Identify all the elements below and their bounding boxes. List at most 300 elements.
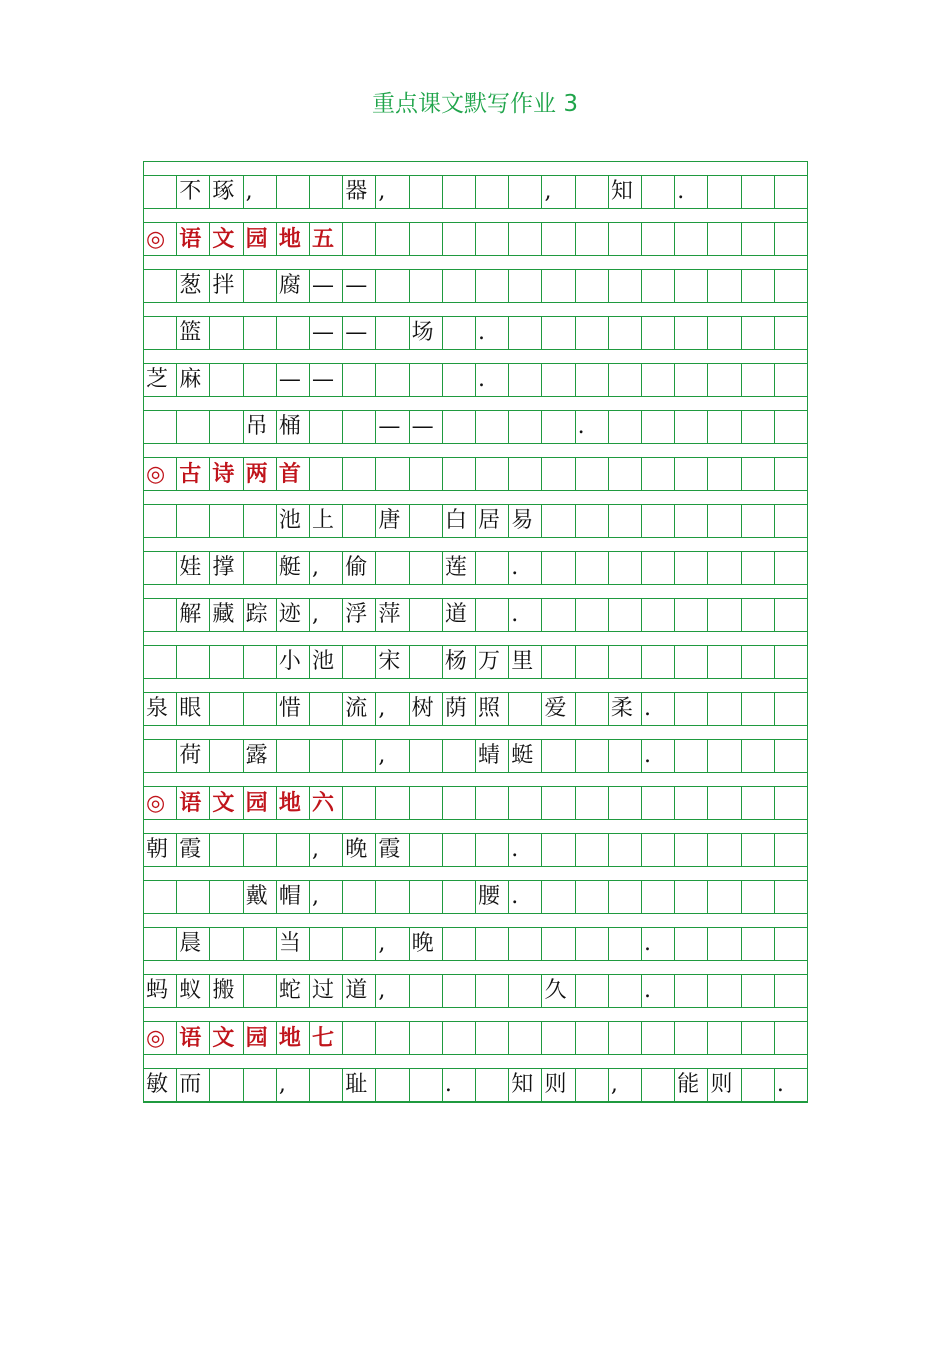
grid-cell: 诗	[210, 458, 243, 490]
row-spacer	[144, 679, 807, 693]
blank-grid-cell	[609, 223, 642, 255]
blank-grid-cell	[177, 646, 210, 678]
blank-grid-cell	[310, 928, 343, 960]
grid-cell: 泉	[144, 693, 177, 725]
grid-cell: 语	[177, 787, 210, 819]
blank-grid-cell	[476, 1022, 509, 1054]
blank-grid-cell	[775, 176, 807, 208]
grid-cell: 蜻	[476, 740, 509, 772]
grid-cell: 戴	[244, 881, 277, 913]
blank-grid-cell	[742, 1022, 775, 1054]
grid-cell: 麻	[177, 364, 210, 396]
grid-cell: 荷	[177, 740, 210, 772]
grid-cell: 两	[244, 458, 277, 490]
blank-grid-cell	[708, 411, 741, 443]
grid-cell: 七	[310, 1022, 343, 1054]
blank-grid-cell	[443, 928, 476, 960]
blank-grid-cell	[210, 928, 243, 960]
grid-cell: 拌	[210, 270, 243, 302]
blank-grid-cell	[742, 458, 775, 490]
blank-grid-cell	[476, 458, 509, 490]
grid-cell: 艇	[277, 552, 310, 584]
blank-grid-cell	[742, 270, 775, 302]
blank-grid-cell	[410, 552, 443, 584]
blank-grid-cell	[742, 364, 775, 396]
blank-grid-cell	[775, 740, 807, 772]
grid-cell: 道	[343, 975, 376, 1007]
grid-cell: 文	[210, 223, 243, 255]
blank-grid-cell	[410, 270, 443, 302]
grid-cell: 而	[177, 1069, 210, 1101]
grid-cell: 道	[443, 599, 476, 631]
grid-cell: 霞	[177, 834, 210, 866]
blank-grid-cell	[244, 693, 277, 725]
writing-row	[144, 552, 807, 585]
blank-grid-cell	[576, 505, 609, 537]
blank-grid-cell	[410, 646, 443, 678]
grid-cell: 当	[277, 928, 310, 960]
blank-grid-cell	[609, 411, 642, 443]
blank-grid-cell	[542, 505, 575, 537]
row-spacer	[144, 256, 807, 270]
blank-grid-cell	[675, 787, 708, 819]
grid-cell: ,	[244, 176, 277, 208]
blank-grid-cell	[576, 458, 609, 490]
grid-cell: 蚁	[177, 975, 210, 1007]
blank-grid-cell	[609, 599, 642, 631]
grid-cell: 能	[675, 1069, 708, 1101]
grid-cell: 唐	[376, 505, 409, 537]
writing-row	[144, 317, 807, 350]
blank-grid-cell	[708, 223, 741, 255]
grid-cell: —	[310, 317, 343, 349]
row-spacer	[144, 303, 807, 317]
blank-grid-cell	[642, 1022, 675, 1054]
grid-cell: 白	[443, 505, 476, 537]
blank-grid-cell	[708, 270, 741, 302]
blank-grid-cell	[210, 364, 243, 396]
blank-grid-cell	[410, 975, 443, 1007]
grid-cell: 晚	[410, 928, 443, 960]
grid-cell: 莲	[443, 552, 476, 584]
section-heading-row	[144, 458, 807, 491]
blank-grid-cell	[210, 505, 243, 537]
blank-grid-cell	[509, 317, 542, 349]
grid-cell: ,	[376, 740, 409, 772]
writing-row	[144, 834, 807, 867]
grid-cell: ,	[277, 1069, 310, 1101]
writing-grid	[143, 161, 808, 1103]
writing-row	[144, 975, 807, 1008]
blank-grid-cell	[376, 364, 409, 396]
blank-grid-cell	[542, 223, 575, 255]
blank-grid-cell	[410, 505, 443, 537]
grid-cell: .	[776, 1072, 784, 1097]
grid-cell: 惜	[277, 693, 310, 725]
grid-cell: 流	[343, 693, 376, 725]
grid-cell: 蛇	[277, 975, 310, 1007]
blank-grid-cell	[476, 599, 509, 631]
section-heading-row	[144, 223, 807, 256]
row-spacer	[144, 1008, 807, 1022]
writing-row	[144, 693, 807, 726]
blank-grid-cell	[144, 928, 177, 960]
blank-grid-cell	[642, 458, 675, 490]
row-spacer	[144, 162, 807, 176]
blank-grid-cell	[177, 881, 210, 913]
blank-grid-cell	[742, 599, 775, 631]
blank-grid-cell	[675, 599, 708, 631]
grid-cell: 帽	[277, 881, 310, 913]
blank-grid-cell	[775, 317, 807, 349]
grid-cell: .	[509, 881, 542, 913]
blank-grid-cell	[410, 834, 443, 866]
blank-grid-cell	[410, 458, 443, 490]
blank-grid-cell	[742, 1069, 775, 1101]
blank-grid-cell	[642, 834, 675, 866]
blank-grid-cell	[542, 740, 575, 772]
blank-grid-cell	[410, 599, 443, 631]
grid-cell: 过	[310, 975, 343, 1007]
blank-grid-cell	[708, 834, 741, 866]
writing-row	[144, 599, 807, 632]
blank-grid-cell	[775, 881, 807, 913]
writing-row	[144, 270, 807, 303]
row-spacer	[144, 1102, 807, 1103]
blank-grid-cell	[742, 411, 775, 443]
grid-cell: .	[476, 364, 509, 396]
grid-cell: 文	[210, 1022, 243, 1054]
blank-grid-cell	[310, 740, 343, 772]
blank-grid-cell	[144, 411, 177, 443]
blank-grid-cell	[642, 646, 675, 678]
blank-grid-cell	[244, 364, 277, 396]
blank-grid-cell	[542, 646, 575, 678]
grid-cell: 文	[210, 787, 243, 819]
blank-grid-cell	[742, 552, 775, 584]
blank-grid-cell	[675, 458, 708, 490]
blank-grid-cell	[609, 928, 642, 960]
grid-cell: 爱	[542, 693, 575, 725]
blank-grid-cell	[576, 975, 609, 1007]
blank-grid-cell	[277, 834, 310, 866]
grid-cell: ,	[376, 928, 409, 960]
blank-grid-cell	[310, 693, 343, 725]
blank-grid-cell	[609, 881, 642, 913]
grid-cell: .	[642, 693, 675, 725]
grid-cell: 上	[310, 505, 343, 537]
blank-grid-cell	[708, 552, 741, 584]
grid-cell: ,	[376, 176, 409, 208]
blank-grid-cell	[210, 693, 243, 725]
grid-cell: 吊	[244, 411, 277, 443]
blank-grid-cell	[509, 270, 542, 302]
row-spacer	[144, 491, 807, 505]
grid-cell: .	[642, 740, 675, 772]
blank-grid-cell	[742, 176, 775, 208]
blank-grid-cell	[642, 599, 675, 631]
blank-grid-cell	[775, 928, 807, 960]
blank-grid-cell	[775, 552, 807, 584]
grid-cell: ◎	[144, 1022, 177, 1054]
blank-grid-cell	[708, 928, 741, 960]
blank-grid-cell	[410, 364, 443, 396]
blank-grid-cell	[443, 458, 476, 490]
grid-cell: —	[376, 411, 409, 443]
blank-grid-cell	[742, 223, 775, 255]
blank-grid-cell	[542, 881, 575, 913]
blank-grid-cell	[642, 1069, 675, 1101]
blank-grid-cell	[310, 411, 343, 443]
blank-grid-cell	[376, 1022, 409, 1054]
section-heading-row	[144, 787, 807, 820]
blank-grid-cell	[376, 223, 409, 255]
blank-grid-cell	[376, 317, 409, 349]
grid-cell: 器	[343, 176, 376, 208]
blank-grid-cell	[675, 317, 708, 349]
blank-grid-cell	[244, 928, 277, 960]
blank-grid-cell	[443, 1022, 476, 1054]
blank-grid-cell	[244, 317, 277, 349]
blank-grid-cell	[476, 411, 509, 443]
grid-cell: —	[310, 364, 343, 396]
blank-grid-cell	[410, 1022, 443, 1054]
grid-cell: 荫	[443, 693, 476, 725]
blank-grid-cell	[343, 881, 376, 913]
grid-cell: 解	[177, 599, 210, 631]
blank-grid-cell	[775, 646, 807, 678]
grid-cell: —	[310, 270, 343, 302]
grid-cell: 耻	[343, 1069, 376, 1101]
blank-grid-cell	[576, 317, 609, 349]
blank-grid-cell	[742, 505, 775, 537]
blank-grid-cell	[708, 364, 741, 396]
blank-grid-cell	[675, 364, 708, 396]
blank-grid-cell	[542, 599, 575, 631]
grid-cell: —	[343, 270, 376, 302]
grid-cell: 晚	[343, 834, 376, 866]
blank-grid-cell	[609, 646, 642, 678]
blank-grid-cell	[609, 975, 642, 1007]
blank-grid-cell	[343, 223, 376, 255]
grid-cell: ,	[310, 834, 343, 866]
blank-grid-cell	[775, 458, 807, 490]
blank-grid-cell	[675, 411, 708, 443]
blank-grid-cell	[675, 505, 708, 537]
blank-grid-cell	[476, 928, 509, 960]
writing-row	[144, 176, 807, 209]
blank-grid-cell	[742, 787, 775, 819]
blank-grid-cell	[177, 505, 210, 537]
row-spacer	[144, 867, 807, 881]
grid-cell: 易	[509, 505, 542, 537]
grid-cell: .	[509, 552, 542, 584]
grid-cell: 娃	[177, 552, 210, 584]
blank-grid-cell	[144, 505, 177, 537]
blank-grid-cell	[310, 176, 343, 208]
blank-grid-cell	[509, 223, 542, 255]
blank-grid-cell	[443, 881, 476, 913]
grid-cell: 眼	[177, 693, 210, 725]
blank-grid-cell	[542, 364, 575, 396]
grid-cell: 撑	[210, 552, 243, 584]
blank-grid-cell	[542, 928, 575, 960]
blank-grid-cell	[144, 740, 177, 772]
blank-grid-cell	[443, 176, 476, 208]
grid-cell: 树	[410, 693, 443, 725]
blank-grid-cell	[775, 599, 807, 631]
blank-grid-cell	[576, 552, 609, 584]
grid-cell: 居	[476, 505, 509, 537]
blank-grid-cell	[310, 1069, 343, 1101]
blank-grid-cell	[609, 552, 642, 584]
blank-grid-cell	[609, 1022, 642, 1054]
grid-cell: 里	[509, 646, 542, 678]
grid-cell: —	[410, 411, 443, 443]
grid-cell: 踪	[244, 599, 277, 631]
blank-grid-cell	[376, 1069, 409, 1101]
blank-grid-cell	[675, 552, 708, 584]
blank-grid-cell	[708, 176, 741, 208]
blank-grid-cell	[642, 787, 675, 819]
grid-cell: .	[576, 411, 609, 443]
blank-grid-cell	[376, 552, 409, 584]
grid-cell: 腐	[277, 270, 310, 302]
writing-row	[144, 881, 807, 914]
blank-grid-cell	[775, 1022, 807, 1054]
grid-cell: 芝	[144, 364, 177, 396]
blank-grid-cell	[642, 505, 675, 537]
blank-grid-cell	[576, 646, 609, 678]
grid-cell: 敏	[144, 1069, 177, 1101]
writing-row	[144, 505, 807, 538]
blank-grid-cell	[708, 740, 741, 772]
writing-row	[144, 740, 807, 773]
grid-cell: 萍	[376, 599, 409, 631]
blank-grid-cell	[244, 552, 277, 584]
blank-grid-cell	[642, 176, 675, 208]
blank-grid-cell	[609, 364, 642, 396]
grid-cell: 偷	[343, 552, 376, 584]
row-spacer	[144, 773, 807, 787]
blank-grid-cell	[244, 270, 277, 302]
grid-cell: 篮	[177, 317, 210, 349]
grid-cell: 宋	[376, 646, 409, 678]
blank-grid-cell	[642, 411, 675, 443]
blank-grid-cell	[509, 458, 542, 490]
blank-grid-cell	[742, 693, 775, 725]
blank-grid-cell	[310, 458, 343, 490]
grid-cell: 地	[277, 787, 310, 819]
grid-cell: 池	[277, 505, 310, 537]
blank-grid-cell	[576, 834, 609, 866]
blank-grid-cell	[476, 223, 509, 255]
blank-grid-cell	[576, 928, 609, 960]
grid-cell: 搬	[210, 975, 243, 1007]
row-spacer	[144, 585, 807, 599]
grid-cell: 柔	[609, 693, 642, 725]
row-spacer	[144, 397, 807, 411]
blank-grid-cell	[443, 223, 476, 255]
blank-grid-cell	[210, 411, 243, 443]
blank-grid-cell	[376, 270, 409, 302]
grid-cell: .	[443, 1069, 476, 1101]
blank-grid-cell	[210, 1069, 243, 1101]
grid-cell: .	[675, 176, 708, 208]
blank-grid-cell	[376, 787, 409, 819]
grid-cell: 蜓	[509, 740, 542, 772]
blank-grid-cell	[576, 740, 609, 772]
blank-grid-cell	[210, 317, 243, 349]
writing-row	[144, 646, 807, 679]
blank-grid-cell	[244, 646, 277, 678]
blank-grid-cell	[542, 834, 575, 866]
blank-grid-cell	[775, 975, 807, 1007]
blank-grid-cell	[742, 928, 775, 960]
blank-grid-cell	[244, 505, 277, 537]
blank-grid-cell	[708, 1022, 741, 1054]
blank-grid-cell	[410, 881, 443, 913]
row-spacer	[144, 1055, 807, 1069]
blank-grid-cell	[244, 1069, 277, 1101]
blank-grid-cell	[576, 176, 609, 208]
grid-cell: 桶	[277, 411, 310, 443]
blank-grid-cell	[576, 364, 609, 396]
grid-cell: 琢	[210, 176, 243, 208]
grid-cell: ,	[609, 1069, 642, 1101]
blank-grid-cell	[708, 458, 741, 490]
blank-grid-cell	[775, 364, 807, 396]
grid-cell: 池	[310, 646, 343, 678]
blank-grid-cell	[708, 693, 741, 725]
blank-grid-cell	[343, 505, 376, 537]
blank-grid-cell	[443, 740, 476, 772]
blank-grid-cell	[476, 787, 509, 819]
blank-grid-cell	[410, 176, 443, 208]
grid-cell: 地	[277, 1022, 310, 1054]
blank-grid-cell	[742, 740, 775, 772]
blank-grid-cell	[144, 552, 177, 584]
blank-grid-cell	[642, 317, 675, 349]
grid-cell: 久	[542, 975, 575, 1007]
blank-grid-cell	[509, 176, 542, 208]
blank-grid-cell	[775, 223, 807, 255]
grid-cell: .	[509, 599, 542, 631]
blank-grid-cell	[210, 646, 243, 678]
grid-cell: 园	[244, 787, 277, 819]
blank-grid-cell	[609, 834, 642, 866]
grid-cell: ,	[376, 975, 409, 1007]
blank-grid-cell	[410, 1069, 443, 1101]
blank-grid-cell	[343, 1022, 376, 1054]
blank-grid-cell	[210, 740, 243, 772]
grid-cell: ,	[376, 693, 409, 725]
blank-grid-cell	[576, 693, 609, 725]
blank-grid-cell	[443, 317, 476, 349]
blank-grid-cell	[542, 552, 575, 584]
blank-grid-cell	[343, 411, 376, 443]
grid-cell: 则	[542, 1069, 575, 1101]
blank-grid-cell	[343, 787, 376, 819]
blank-grid-cell	[609, 317, 642, 349]
grid-cell: —	[277, 364, 310, 396]
grid-cell: ◎	[144, 787, 177, 819]
blank-grid-cell	[443, 834, 476, 866]
blank-grid-cell	[742, 834, 775, 866]
grid-cell: 则	[708, 1069, 741, 1101]
blank-grid-cell	[376, 458, 409, 490]
grid-cell: 霞	[376, 834, 409, 866]
